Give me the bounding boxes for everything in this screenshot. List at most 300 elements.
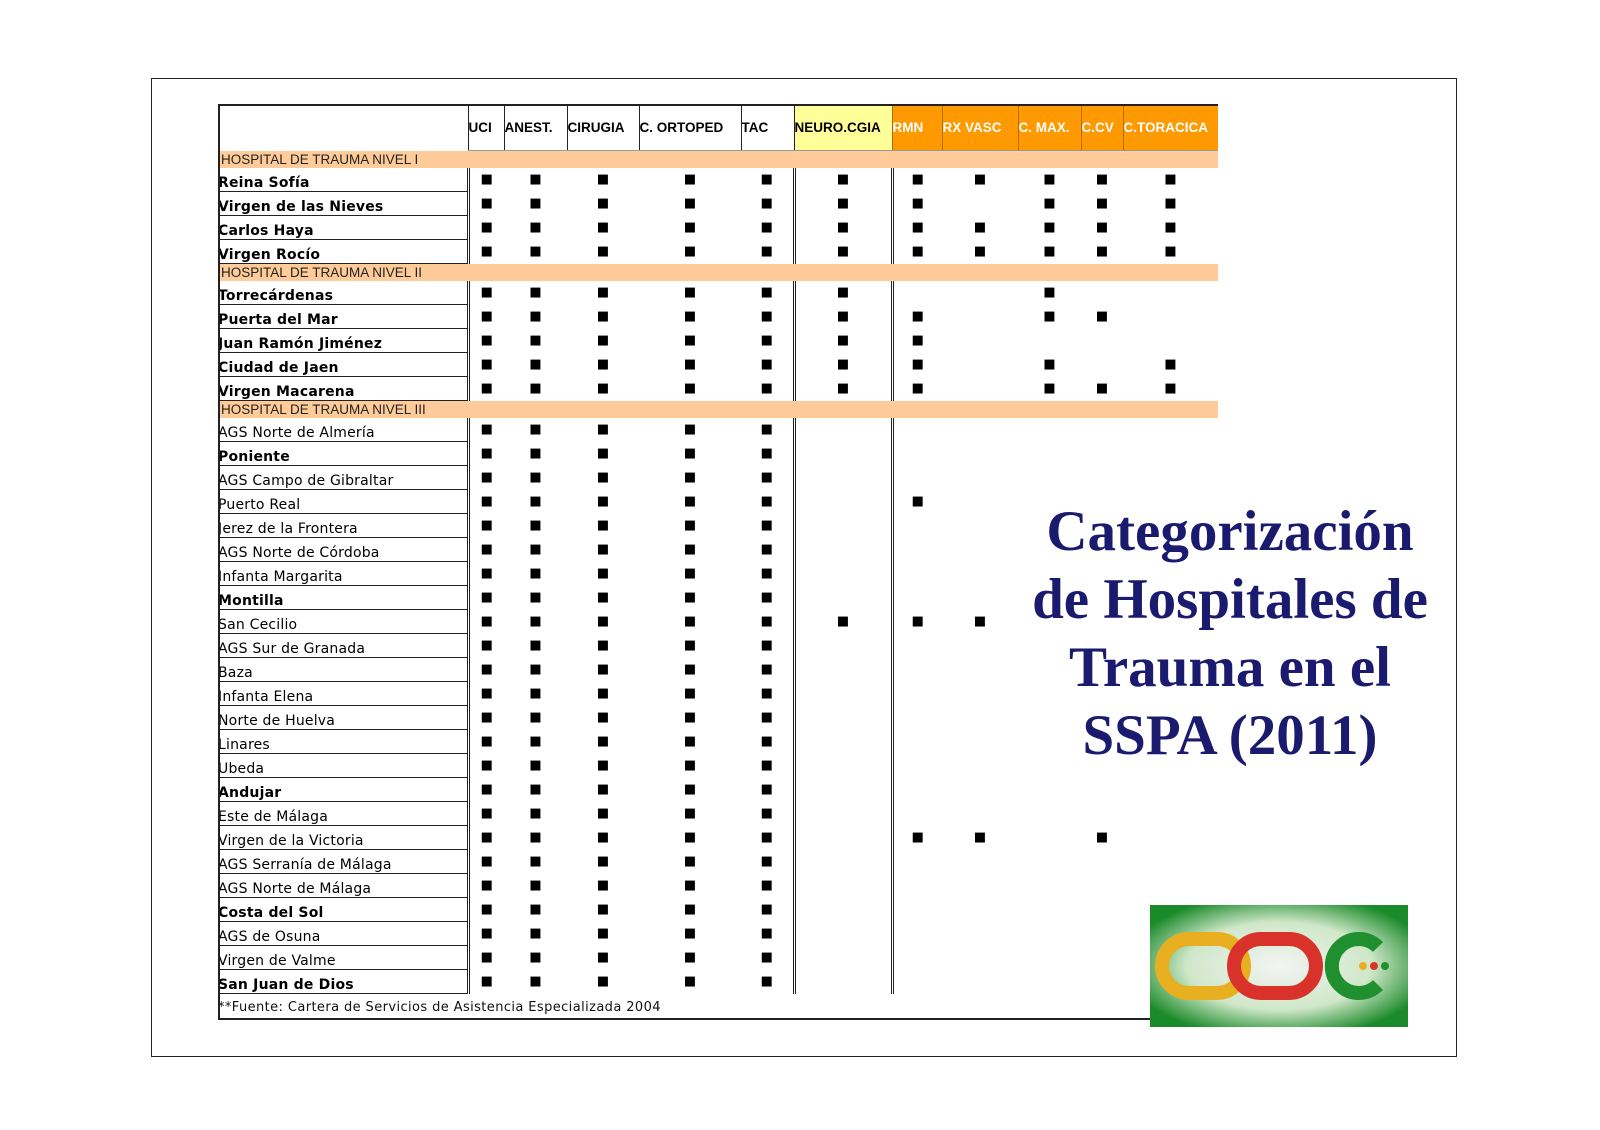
service-mark bbox=[942, 802, 1018, 826]
service-mark bbox=[892, 418, 942, 442]
service-mark bbox=[794, 826, 892, 850]
service-mark: ■ bbox=[1043, 244, 1056, 259]
section-row bbox=[218, 151, 1218, 169]
service-mark: ■ bbox=[760, 590, 773, 605]
service-mark: ■ bbox=[760, 494, 773, 509]
service-mark: ■ bbox=[683, 518, 697, 533]
service-mark: ■ bbox=[468, 442, 504, 466]
service-mark: ■ bbox=[760, 172, 773, 188]
section-label: HOSPITAL DE TRAUMA NIVEL II bbox=[218, 264, 468, 282]
service-mark: ■ bbox=[1164, 357, 1177, 372]
column-header: C.CV bbox=[1081, 104, 1123, 151]
service-mark: ■ bbox=[529, 244, 542, 259]
service-mark: ■ bbox=[760, 758, 773, 773]
service-mark bbox=[1018, 898, 1081, 922]
hospital-row bbox=[218, 216, 1218, 240]
service-mark: ■ bbox=[794, 240, 892, 264]
service-mark bbox=[892, 946, 942, 970]
sspa-logo bbox=[1150, 905, 1408, 1027]
service-mark: ■ bbox=[760, 638, 773, 653]
service-mark: ■ bbox=[596, 285, 610, 301]
service-mark: ■ bbox=[1095, 381, 1109, 396]
section-row bbox=[218, 264, 1218, 282]
service-mark bbox=[892, 442, 942, 466]
service-mark bbox=[942, 490, 1018, 514]
service-mark: ■ bbox=[760, 926, 773, 941]
service-mark bbox=[892, 538, 942, 562]
service-mark bbox=[1123, 874, 1218, 898]
service-mark bbox=[1018, 874, 1081, 898]
service-mark: ■ bbox=[760, 309, 773, 324]
hospital-name: Virgen de Valme bbox=[218, 946, 468, 970]
hospital-name: Virgen de las Nieves bbox=[218, 192, 468, 216]
service-mark: ■ bbox=[760, 357, 773, 372]
service-mark bbox=[892, 898, 942, 922]
service-mark bbox=[892, 514, 942, 538]
service-mark: ■ bbox=[529, 196, 542, 211]
service-mark bbox=[892, 466, 942, 490]
service-mark bbox=[1018, 970, 1081, 994]
section-band bbox=[468, 151, 1218, 169]
service-mark: ■ bbox=[892, 329, 942, 353]
service-mark bbox=[942, 538, 1018, 562]
service-mark: ■ bbox=[596, 758, 610, 773]
service-mark: ■ bbox=[892, 353, 942, 377]
service-mark: ■ bbox=[1043, 196, 1056, 211]
column-header: C. ORTOPED bbox=[639, 104, 741, 151]
column-header: NEURO.CGIA bbox=[794, 104, 892, 151]
service-mark bbox=[1123, 778, 1218, 802]
service-mark: ■ bbox=[596, 309, 610, 324]
service-mark: ■ bbox=[683, 710, 697, 725]
service-mark: ■ bbox=[596, 244, 610, 259]
service-mark: ■ bbox=[1043, 381, 1056, 396]
service-mark: ■ bbox=[596, 926, 610, 941]
service-mark: ■ bbox=[683, 381, 697, 396]
service-mark bbox=[1018, 826, 1081, 850]
service-mark bbox=[1081, 281, 1123, 305]
service-mark: ■ bbox=[529, 950, 542, 965]
hospital-row bbox=[218, 970, 1218, 994]
column-header: CIRUGIA bbox=[567, 104, 639, 151]
hospital-name: Infanta Margarita bbox=[218, 562, 468, 586]
service-mark: ■ bbox=[1164, 220, 1177, 235]
service-mark bbox=[794, 730, 892, 754]
service-mark bbox=[1123, 418, 1218, 442]
service-mark bbox=[1081, 466, 1123, 490]
service-mark: ■ bbox=[892, 305, 942, 329]
service-mark: ■ bbox=[596, 662, 610, 677]
hospital-name: Andujar bbox=[218, 778, 468, 802]
service-mark: ■ bbox=[683, 446, 697, 461]
service-mark: ■ bbox=[529, 758, 542, 773]
hospital-name: Este de Málaga bbox=[218, 802, 468, 826]
service-mark bbox=[942, 586, 1018, 610]
service-mark: ■ bbox=[468, 946, 504, 970]
service-mark bbox=[1081, 946, 1123, 970]
hospital-row bbox=[218, 353, 1218, 377]
service-mark: ■ bbox=[529, 309, 542, 324]
service-mark: ■ bbox=[468, 216, 504, 240]
service-mark bbox=[942, 281, 1018, 305]
service-mark bbox=[1081, 802, 1123, 826]
service-mark bbox=[794, 898, 892, 922]
service-mark bbox=[794, 874, 892, 898]
service-mark: ■ bbox=[683, 285, 697, 301]
section-label: HOSPITAL DE TRAUMA NIVEL I bbox=[218, 151, 468, 169]
service-mark bbox=[942, 706, 1018, 730]
service-mark: ■ bbox=[683, 974, 697, 989]
service-mark: ■ bbox=[529, 878, 542, 893]
service-mark: ■ bbox=[596, 422, 610, 438]
service-mark bbox=[1018, 329, 1081, 353]
service-mark bbox=[892, 778, 942, 802]
header-corner bbox=[218, 104, 468, 151]
service-mark bbox=[1081, 922, 1123, 946]
service-mark: ■ bbox=[468, 538, 504, 562]
service-mark: ■ bbox=[596, 333, 610, 348]
service-mark bbox=[892, 874, 942, 898]
service-mark: ■ bbox=[1164, 244, 1177, 259]
hospital-name: Poniente bbox=[218, 442, 468, 466]
service-mark: ■ bbox=[596, 494, 610, 509]
column-header: C.TORACICA bbox=[1123, 104, 1218, 151]
service-mark bbox=[942, 514, 1018, 538]
service-mark: ■ bbox=[529, 854, 542, 869]
service-mark: ■ bbox=[760, 566, 773, 581]
hospital-row bbox=[218, 898, 1218, 922]
hospital-name: Torrecárdenas bbox=[218, 281, 468, 305]
service-mark: ■ bbox=[529, 638, 542, 653]
service-mark: ■ bbox=[1095, 309, 1109, 324]
service-mark bbox=[892, 682, 942, 706]
service-mark bbox=[942, 970, 1018, 994]
hospital-name: AGS Serranía de Málaga bbox=[218, 850, 468, 874]
service-mark: ■ bbox=[760, 333, 773, 348]
service-mark bbox=[1123, 442, 1218, 466]
service-mark bbox=[794, 490, 892, 514]
service-mark: ■ bbox=[760, 710, 773, 725]
service-mark: ■ bbox=[529, 710, 542, 725]
hospital-row bbox=[218, 466, 1218, 490]
service-mark: ■ bbox=[794, 168, 892, 192]
service-mark: ■ bbox=[468, 850, 504, 874]
service-mark: ■ bbox=[596, 357, 610, 372]
service-mark: ■ bbox=[683, 854, 697, 869]
service-mark: ■ bbox=[529, 381, 542, 396]
service-mark bbox=[794, 946, 892, 970]
hospital-row bbox=[218, 192, 1218, 216]
service-mark: ■ bbox=[468, 634, 504, 658]
hospital-name: Carlos Haya bbox=[218, 216, 468, 240]
service-mark: ■ bbox=[683, 902, 697, 917]
service-mark: ■ bbox=[683, 494, 697, 509]
service-mark: ■ bbox=[468, 240, 504, 264]
service-mark bbox=[1081, 850, 1123, 874]
service-mark bbox=[942, 754, 1018, 778]
service-mark: ■ bbox=[683, 309, 697, 324]
service-mark: ■ bbox=[596, 710, 610, 725]
service-mark: ■ bbox=[683, 422, 697, 438]
service-mark: ■ bbox=[529, 926, 542, 941]
service-mark: ■ bbox=[892, 490, 942, 514]
service-mark bbox=[1123, 281, 1218, 305]
service-mark: ■ bbox=[468, 898, 504, 922]
service-mark: ■ bbox=[683, 172, 697, 188]
service-mark: ■ bbox=[468, 192, 504, 216]
service-mark bbox=[794, 442, 892, 466]
service-mark bbox=[794, 418, 892, 442]
service-mark: ■ bbox=[529, 285, 542, 301]
service-mark: ■ bbox=[596, 614, 610, 629]
service-mark: ■ bbox=[529, 542, 542, 557]
service-mark bbox=[892, 586, 942, 610]
service-mark bbox=[1081, 970, 1123, 994]
service-mark bbox=[794, 658, 892, 682]
service-mark: ■ bbox=[683, 590, 697, 605]
column-header: RMN bbox=[892, 104, 942, 151]
service-mark: ■ bbox=[760, 518, 773, 533]
service-mark: ■ bbox=[468, 281, 504, 305]
service-mark: ■ bbox=[760, 614, 773, 629]
service-mark bbox=[942, 730, 1018, 754]
service-mark: ■ bbox=[760, 734, 773, 749]
service-mark: ■ bbox=[596, 542, 610, 557]
service-mark bbox=[1123, 826, 1218, 850]
service-mark: ■ bbox=[760, 806, 773, 821]
hospital-name: San Cecilio bbox=[218, 610, 468, 634]
service-mark bbox=[942, 850, 1018, 874]
service-mark: ■ bbox=[683, 470, 697, 485]
service-mark bbox=[942, 682, 1018, 706]
service-mark: ■ bbox=[468, 305, 504, 329]
hospital-name: Jerez de la Frontera bbox=[218, 514, 468, 538]
service-mark bbox=[794, 850, 892, 874]
service-mark: ■ bbox=[794, 281, 892, 305]
service-mark bbox=[1018, 418, 1081, 442]
service-mark: ■ bbox=[596, 686, 610, 701]
service-mark bbox=[1081, 898, 1123, 922]
section-label: HOSPITAL DE TRAUMA NIVEL III bbox=[218, 401, 468, 419]
service-mark bbox=[892, 634, 942, 658]
service-mark bbox=[892, 922, 942, 946]
footnote: **Fuente: Cartera de Servicios de Asistencia Especializada 2004 bbox=[218, 999, 661, 1015]
service-mark: ■ bbox=[794, 216, 892, 240]
service-mark: ■ bbox=[683, 244, 697, 259]
hospital-row bbox=[218, 329, 1218, 353]
service-mark: ■ bbox=[468, 922, 504, 946]
service-mark bbox=[892, 970, 942, 994]
service-mark: ■ bbox=[683, 196, 697, 211]
hospital-name: Juan Ramón Jiménez bbox=[218, 329, 468, 353]
service-mark: ■ bbox=[596, 854, 610, 869]
hospital-name: Montilla bbox=[218, 586, 468, 610]
service-mark: ■ bbox=[1164, 381, 1177, 396]
hospital-row bbox=[218, 850, 1218, 874]
footnote-row bbox=[218, 994, 1218, 1021]
service-mark: ■ bbox=[683, 878, 697, 893]
service-mark: ■ bbox=[1095, 220, 1109, 235]
service-mark: ■ bbox=[596, 470, 610, 485]
service-mark: ■ bbox=[1043, 309, 1056, 324]
service-mark: ■ bbox=[892, 216, 942, 240]
service-mark bbox=[794, 922, 892, 946]
service-mark: ■ bbox=[529, 220, 542, 235]
service-mark: ■ bbox=[596, 638, 610, 653]
service-mark: ■ bbox=[683, 662, 697, 677]
service-mark: ■ bbox=[760, 220, 773, 235]
service-mark: ■ bbox=[468, 586, 504, 610]
service-mark bbox=[794, 778, 892, 802]
section-band bbox=[468, 264, 1218, 282]
service-mark: ■ bbox=[529, 422, 542, 438]
service-mark: ■ bbox=[760, 542, 773, 557]
service-mark: ■ bbox=[468, 874, 504, 898]
hospital-name: AGS de Osuna bbox=[218, 922, 468, 946]
service-mark: ■ bbox=[683, 566, 697, 581]
service-mark: ■ bbox=[683, 220, 697, 235]
service-mark: ■ bbox=[468, 490, 504, 514]
service-mark: ■ bbox=[683, 758, 697, 773]
hospital-row bbox=[218, 240, 1218, 264]
hospital-name: Virgen Macarena bbox=[218, 377, 468, 401]
service-mark: ■ bbox=[892, 192, 942, 216]
service-mark: ■ bbox=[529, 686, 542, 701]
service-mark: ■ bbox=[529, 446, 542, 461]
service-mark: ■ bbox=[1164, 196, 1177, 211]
service-mark: ■ bbox=[760, 950, 773, 965]
column-header: UCI bbox=[468, 104, 504, 151]
hospital-name: Virgen de la Victoria bbox=[218, 826, 468, 850]
service-mark: ■ bbox=[794, 192, 892, 216]
service-mark bbox=[1123, 802, 1218, 826]
service-mark: ■ bbox=[760, 381, 773, 396]
hospital-name: Puerta del Mar bbox=[218, 305, 468, 329]
service-mark: ■ bbox=[468, 466, 504, 490]
service-mark: ■ bbox=[596, 734, 610, 749]
service-mark: ■ bbox=[468, 610, 504, 634]
service-mark: ■ bbox=[529, 614, 542, 629]
service-mark bbox=[892, 802, 942, 826]
service-mark: ■ bbox=[973, 220, 987, 235]
service-mark: ■ bbox=[529, 974, 542, 989]
service-mark: ■ bbox=[760, 974, 773, 989]
service-mark: ■ bbox=[468, 377, 504, 401]
service-mark: ■ bbox=[760, 662, 773, 677]
service-mark: ■ bbox=[892, 240, 942, 264]
service-mark: ■ bbox=[529, 806, 542, 821]
service-mark: ■ bbox=[596, 974, 610, 989]
service-mark bbox=[892, 754, 942, 778]
service-mark: ■ bbox=[468, 802, 504, 826]
service-mark: ■ bbox=[596, 590, 610, 605]
service-mark bbox=[942, 562, 1018, 586]
service-mark: ■ bbox=[1095, 830, 1109, 845]
service-mark bbox=[942, 658, 1018, 682]
hospital-name: Ubeda bbox=[218, 754, 468, 778]
service-mark bbox=[1081, 874, 1123, 898]
hospital-row bbox=[218, 305, 1218, 329]
service-mark bbox=[1018, 850, 1081, 874]
service-mark bbox=[892, 730, 942, 754]
service-mark: ■ bbox=[683, 782, 697, 797]
service-mark: ■ bbox=[892, 610, 942, 634]
service-mark: ■ bbox=[596, 782, 610, 797]
service-mark: ■ bbox=[529, 566, 542, 581]
service-mark: ■ bbox=[596, 196, 610, 211]
column-header: TAC bbox=[741, 104, 794, 151]
service-mark: ■ bbox=[529, 172, 542, 188]
service-mark: ■ bbox=[973, 614, 987, 629]
service-mark: ■ bbox=[529, 590, 542, 605]
hospital-name: Baza bbox=[218, 658, 468, 682]
service-mark: ■ bbox=[892, 168, 942, 192]
service-mark: ■ bbox=[468, 353, 504, 377]
service-mark: ■ bbox=[468, 514, 504, 538]
service-mark: ■ bbox=[529, 902, 542, 917]
service-mark: ■ bbox=[596, 220, 610, 235]
hospital-row bbox=[218, 281, 1218, 305]
hospital-name: Linares bbox=[218, 730, 468, 754]
service-mark bbox=[794, 970, 892, 994]
service-mark bbox=[1123, 329, 1218, 353]
service-mark bbox=[794, 466, 892, 490]
service-mark: ■ bbox=[468, 168, 504, 192]
service-mark: ■ bbox=[892, 826, 942, 850]
service-mark: ■ bbox=[683, 357, 697, 372]
service-mark: ■ bbox=[760, 422, 773, 438]
service-mark: ■ bbox=[760, 446, 773, 461]
service-mark bbox=[1081, 442, 1123, 466]
service-mark bbox=[892, 850, 942, 874]
hospital-name: San Juan de Dios bbox=[218, 970, 468, 994]
service-mark bbox=[942, 192, 1018, 216]
hospital-name: Reina Sofía bbox=[218, 168, 468, 192]
service-mark bbox=[942, 305, 1018, 329]
service-mark: ■ bbox=[596, 381, 610, 396]
service-mark bbox=[794, 586, 892, 610]
service-mark: ■ bbox=[1095, 244, 1109, 259]
service-mark: ■ bbox=[760, 782, 773, 797]
service-mark bbox=[794, 802, 892, 826]
service-mark bbox=[942, 329, 1018, 353]
service-mark bbox=[1018, 946, 1081, 970]
service-mark bbox=[942, 353, 1018, 377]
service-mark: ■ bbox=[683, 950, 697, 965]
service-mark: ■ bbox=[1095, 196, 1109, 211]
hospital-row bbox=[218, 168, 1218, 192]
service-mark bbox=[942, 946, 1018, 970]
hospital-name: Ciudad de Jaen bbox=[218, 353, 468, 377]
slide-title: Categorización de Hospitales de Trauma en el SSPA (2011) bbox=[1032, 500, 1428, 767]
service-mark: ■ bbox=[529, 662, 542, 677]
service-mark bbox=[1018, 442, 1081, 466]
service-mark bbox=[942, 418, 1018, 442]
column-header: ANEST. bbox=[504, 104, 567, 151]
column-header: RX VASC bbox=[942, 104, 1018, 151]
service-mark: ■ bbox=[760, 470, 773, 485]
service-mark: ■ bbox=[596, 446, 610, 461]
service-mark: ■ bbox=[468, 562, 504, 586]
service-mark bbox=[1123, 850, 1218, 874]
column-header: C. MAX. bbox=[1018, 104, 1081, 151]
service-mark bbox=[942, 778, 1018, 802]
service-mark bbox=[1081, 353, 1123, 377]
service-mark: ■ bbox=[1095, 172, 1109, 188]
service-mark: ■ bbox=[1043, 285, 1056, 301]
service-mark bbox=[942, 466, 1018, 490]
service-mark: ■ bbox=[529, 494, 542, 509]
